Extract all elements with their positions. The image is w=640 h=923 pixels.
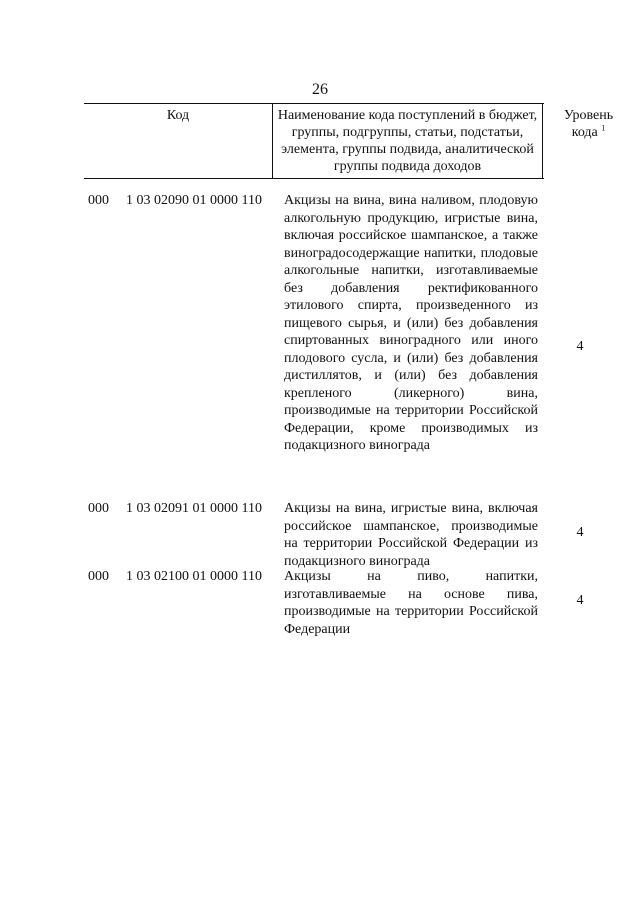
code-level: 4	[576, 593, 584, 608]
code-level: 4	[576, 525, 584, 540]
revenue-name: Акцизы на пиво, напитки, изготавливаемые на основе пива, производимые на территории Российской Федерации	[284, 569, 538, 637]
page-number: 26	[312, 81, 328, 98]
header-level-word2: кода	[571, 125, 598, 140]
revenue-code: 1 03 02091 01 0000 110	[126, 501, 262, 516]
footnote-marker: 1	[601, 123, 606, 133]
admin-code: 000	[88, 193, 109, 208]
code-level: 4	[576, 339, 584, 354]
admin-code: 000	[88, 569, 109, 584]
header-level-word: Уровень	[563, 108, 614, 123]
header-level	[542, 104, 634, 178]
header-name: Наименование кода поступлений в бюджет, группы, подгруппы, статьи, подстатьи, элемента, группы подвида, аналитической группы подвида доходов	[272, 104, 542, 178]
header-code: Код	[166, 108, 190, 123]
revenue-code: 1 03 02090 01 0000 110	[126, 193, 262, 208]
revenue-name: Акцизы на вина, вина наливом, плодовую алкогольную продукцию, игристые вина, включая российское шампанское, а также виноградосодержащие напитки, плодовые алкогольные напитки, изготавливаемые без добавления ректификованного этилового спирта, произведенного из пищевого сырья, и (или) без добавления спиртованных виноградного или иного плодового сусла, и (или) без добавления дистиллятов, и (или) без добавления крепленого (ликерного) вина, производимые на территории Российской Федерации, кроме производимых из подакцизного винограда	[284, 193, 538, 453]
revenue-code: 1 03 02100 01 0000 110	[126, 569, 262, 584]
revenue-name: Акцизы на вина, игристые вина, включая российское шампанское, производимые на территории Российской Федерации из подакцизного винограда	[284, 501, 538, 569]
admin-code: 000	[88, 501, 109, 516]
table-header	[84, 103, 614, 179]
